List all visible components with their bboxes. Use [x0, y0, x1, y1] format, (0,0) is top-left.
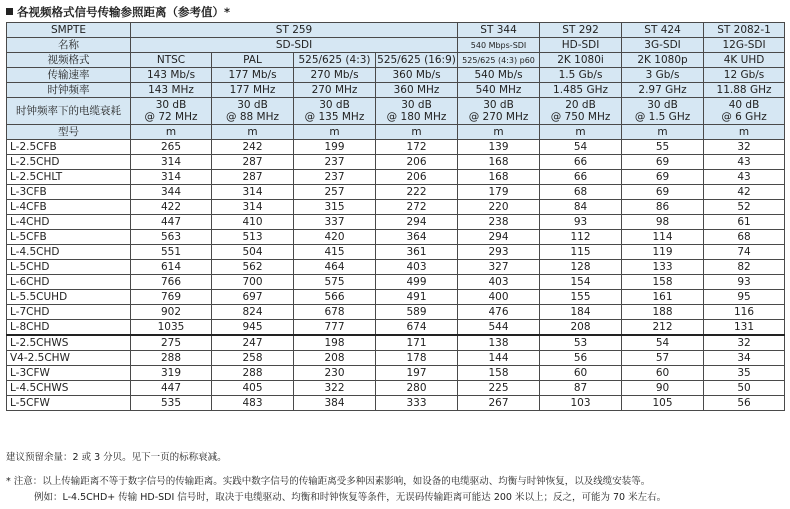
model-cell: L-5CFB: [7, 230, 131, 245]
distance-cell: 237: [294, 170, 376, 185]
distance-cell: 551: [131, 245, 212, 260]
distance-cell: 288: [212, 366, 294, 381]
atten-db: 20 dB: [565, 99, 596, 111]
format-cell: NTSC: [131, 53, 212, 68]
atten-freq: @ 180 MHz: [386, 111, 447, 123]
distance-cell: 105: [622, 396, 704, 411]
distance-cell: 208: [540, 320, 622, 336]
format-cell: PAL: [212, 53, 294, 68]
model-cell: L-7CHD: [7, 305, 131, 320]
distance-cell: 184: [540, 305, 622, 320]
clock-label: 时钟频率: [7, 83, 131, 98]
distance-cell: 82: [704, 260, 785, 275]
distance-cell: 93: [540, 215, 622, 230]
distance-cell: 275: [131, 335, 212, 351]
distance-cell: 589: [376, 305, 458, 320]
distance-cell: 93: [704, 275, 785, 290]
distance-cell: 50: [704, 381, 785, 396]
atten-cell: [704, 98, 785, 125]
unit-cell: m: [458, 125, 540, 140]
atten-cell: [131, 98, 212, 125]
distance-cell: 60: [540, 366, 622, 381]
distance-cell: 161: [622, 290, 704, 305]
margin-note: 建议预留余量：2 或 3 分贝。见下一页的标称衰减。: [6, 452, 227, 463]
atten-db: 30 dB: [319, 99, 350, 111]
table-row: [7, 335, 785, 351]
distance-cell: 491: [376, 290, 458, 305]
distance-cell: 403: [458, 275, 540, 290]
table-row: [7, 275, 785, 290]
distance-cell: 280: [376, 381, 458, 396]
distance-cell: 220: [458, 200, 540, 215]
distance-cell: 513: [212, 230, 294, 245]
smpte-st424: ST 424: [622, 23, 704, 38]
distance-cell: 544: [458, 320, 540, 336]
distance-cell: 139: [458, 140, 540, 155]
clock-cell: 270 MHz: [294, 83, 376, 98]
distance-cell: 333: [376, 396, 458, 411]
atten-freq: @ 6 GHz: [721, 111, 767, 123]
model-cell: L-5.5CUHD: [7, 290, 131, 305]
attenuation-label: 时钟频率下的电缆衰耗: [7, 98, 131, 125]
table-body: [7, 23, 785, 411]
distance-cell: 824: [212, 305, 294, 320]
distance-cell: 678: [294, 305, 376, 320]
format-cell: 2K 1080p: [622, 53, 704, 68]
distance-cell: 575: [294, 275, 376, 290]
distance-cell: 405: [212, 381, 294, 396]
distance-cell: 87: [540, 381, 622, 396]
distance-cell: 287: [212, 170, 294, 185]
distance-cell: 131: [704, 320, 785, 336]
distance-cell: 158: [622, 275, 704, 290]
format-row: [7, 53, 785, 68]
distance-cell: 384: [294, 396, 376, 411]
clock-cell: 540 MHz: [458, 83, 540, 98]
clock-cell: 177 MHz: [212, 83, 294, 98]
distance-cell: 222: [376, 185, 458, 200]
distance-cell: 199: [294, 140, 376, 155]
table-row: [7, 170, 785, 185]
table-row: [7, 260, 785, 275]
distance-cell: 902: [131, 305, 212, 320]
model-cell: L-4CHD: [7, 215, 131, 230]
distance-cell: 90: [622, 381, 704, 396]
distance-cell: 66: [540, 155, 622, 170]
smpte-label: SMPTE: [7, 23, 131, 38]
distance-cell: 415: [294, 245, 376, 260]
distance-cell: 206: [376, 155, 458, 170]
model-cell: L-5CFW: [7, 396, 131, 411]
atten-freq: @ 750 MHz: [550, 111, 611, 123]
distance-cell: 563: [131, 230, 212, 245]
unit-cell: m: [622, 125, 704, 140]
distance-cell: 55: [622, 140, 704, 155]
table-row: [7, 155, 785, 170]
rate-cell: 3 Gb/s: [622, 68, 704, 83]
model-cell: L-8CHD: [7, 320, 131, 336]
distance-cell: 54: [540, 140, 622, 155]
distance-cell: 42: [704, 185, 785, 200]
distance-cell: 172: [376, 140, 458, 155]
distance-cell: 447: [131, 381, 212, 396]
model-cell: L-3CFW: [7, 366, 131, 381]
atten-db: 30 dB: [237, 99, 268, 111]
distance-cell: 769: [131, 290, 212, 305]
distance-cell: 293: [458, 245, 540, 260]
distance-cell: 420: [294, 230, 376, 245]
distance-cell: 267: [458, 396, 540, 411]
distance-cell: 447: [131, 215, 212, 230]
format-cell: 525/625 (16:9): [377, 53, 456, 66]
distance-cell: 327: [458, 260, 540, 275]
model-cell: L-2.5CHWS: [7, 335, 131, 351]
distance-cell: 69: [622, 170, 704, 185]
model-cell: L-2.5CHLT: [7, 170, 131, 185]
distance-cell: 34: [704, 351, 785, 366]
distance-cell: 700: [212, 275, 294, 290]
unit-cell: m: [131, 125, 212, 140]
rate-cell: 1.5 Gb/s: [540, 68, 622, 83]
distance-cell: 54: [622, 335, 704, 351]
distance-cell: 68: [704, 230, 785, 245]
name-hd-sdi: HD-SDI: [540, 38, 622, 53]
name-row: [7, 38, 785, 53]
bullet-square-icon: [6, 8, 13, 15]
table-row: [7, 366, 785, 381]
distance-cell: 314: [131, 155, 212, 170]
distance-cell: 247: [212, 335, 294, 351]
unit-cell: m: [212, 125, 294, 140]
distance-cell: 476: [458, 305, 540, 320]
atten-freq: @ 1.5 GHz: [634, 111, 691, 123]
distance-cell: 133: [622, 260, 704, 275]
clock-row: [7, 83, 785, 98]
distance-cell: 53: [540, 335, 622, 351]
distance-cell: 294: [458, 230, 540, 245]
distance-cell: 112: [540, 230, 622, 245]
atten-freq: @ 135 MHz: [304, 111, 365, 123]
distance-cell: 294: [376, 215, 458, 230]
distance-cell: 238: [458, 215, 540, 230]
attenuation-row: [7, 98, 785, 125]
atten-freq: @ 72 MHz: [144, 111, 198, 123]
distance-cell: 114: [622, 230, 704, 245]
distance-cell: 464: [294, 260, 376, 275]
distance-cell: 504: [212, 245, 294, 260]
distance-cell: 208: [294, 351, 376, 366]
distance-cell: 314: [212, 185, 294, 200]
distance-cell: 535: [131, 396, 212, 411]
rate-cell: 143 Mb/s: [131, 68, 212, 83]
distance-cell: 237: [294, 155, 376, 170]
distance-cell: 66: [540, 170, 622, 185]
distance-cell: 43: [704, 155, 785, 170]
unit-cell: m: [376, 125, 458, 140]
distance-cell: 95: [704, 290, 785, 305]
distance-cell: 32: [704, 140, 785, 155]
model-unit-row: [7, 125, 785, 140]
name-sd-sdi: SD-SDI: [131, 38, 458, 53]
rate-row: [7, 68, 785, 83]
atten-freq: @ 270 MHz: [468, 111, 529, 123]
distance-cell: 288: [131, 351, 212, 366]
name-12g-sdi: 12G-SDI: [704, 38, 785, 53]
distance-cell: 361: [376, 245, 458, 260]
distance-cell: 158: [458, 366, 540, 381]
table-row: [7, 320, 785, 336]
table-row: [7, 140, 785, 155]
model-cell: L-4.5CHWS: [7, 381, 131, 396]
distance-cell: 138: [458, 335, 540, 351]
distance-cell: 57: [622, 351, 704, 366]
distance-cell: 68: [540, 185, 622, 200]
distance-cell: 258: [212, 351, 294, 366]
distance-cell: 206: [376, 170, 458, 185]
distance-table: [6, 22, 785, 411]
distance-cell: 86: [622, 200, 704, 215]
rate-cell: 360 Mb/s: [376, 68, 458, 83]
atten-db: 40 dB: [728, 99, 760, 111]
clock-cell: 1.485 GHz: [540, 83, 622, 98]
distance-cell: 103: [540, 396, 622, 411]
distance-cell: 242: [212, 140, 294, 155]
distance-cell: 410: [212, 215, 294, 230]
distance-cell: 198: [294, 335, 376, 351]
name-label: 名称: [7, 38, 131, 53]
unit-cell: m: [294, 125, 376, 140]
format-cell: 525/625 (4:3) p60: [458, 53, 540, 68]
distance-cell: 144: [458, 351, 540, 366]
format-cell: 2K 1080i: [540, 53, 622, 68]
distance-cell: 403: [376, 260, 458, 275]
table-row: [7, 351, 785, 366]
distance-cell: 168: [458, 170, 540, 185]
atten-cell: [294, 98, 376, 125]
distance-cell: 60: [622, 366, 704, 381]
distance-cell: 483: [212, 396, 294, 411]
distance-cell: 56: [704, 396, 785, 411]
distance-cell: 197: [376, 366, 458, 381]
smpte-st344: ST 344: [458, 23, 540, 38]
distance-cell: 314: [212, 200, 294, 215]
distance-cell: 116: [704, 305, 785, 320]
distance-cell: 315: [294, 200, 376, 215]
distance-cell: 155: [540, 290, 622, 305]
distance-cell: 154: [540, 275, 622, 290]
table-row: [7, 245, 785, 260]
distance-cell: 697: [212, 290, 294, 305]
distance-cell: 265: [131, 140, 212, 155]
rate-cell: 540 Mb/s: [458, 68, 540, 83]
atten-cell: [376, 98, 458, 125]
name-3g-sdi: 3G-SDI: [622, 38, 704, 53]
distance-cell: 188: [622, 305, 704, 320]
clock-cell: 360 MHz: [376, 83, 458, 98]
distance-cell: 98: [622, 215, 704, 230]
distance-cell: 74: [704, 245, 785, 260]
rate-cell: 270 Mb/s: [294, 68, 376, 83]
distance-cell: 777: [294, 320, 376, 336]
model-cell: L-5CHD: [7, 260, 131, 275]
example-note: 例如：L-4.5CHD+ 传输 HD-SDI 信号时，取决于电缆驱动、均衡和时钟恢复等条件，无误码传输距离可能达 200 米以上；反之，可能为 70 米左右。: [34, 492, 667, 503]
unit-cell: m: [704, 125, 785, 140]
table-row: [7, 396, 785, 411]
page-title: [6, 4, 230, 20]
distance-cell: 119: [622, 245, 704, 260]
atten-cell: [540, 98, 622, 125]
distance-cell: 43: [704, 170, 785, 185]
model-label: 型号: [7, 125, 131, 140]
unit-cell: m: [540, 125, 622, 140]
distance-cell: 322: [294, 381, 376, 396]
format-cell: 4K UHD: [704, 53, 785, 68]
distance-cell: 84: [540, 200, 622, 215]
table-row: [7, 200, 785, 215]
distance-cell: 69: [622, 185, 704, 200]
distance-cell: 52: [704, 200, 785, 215]
distance-cell: 56: [540, 351, 622, 366]
model-cell: L-4.5CHD: [7, 245, 131, 260]
distance-cell: 69: [622, 155, 704, 170]
atten-freq: @ 88 MHz: [225, 111, 279, 123]
model-cell: L-2.5CHD: [7, 155, 131, 170]
distance-cell: 168: [458, 155, 540, 170]
distance-cell: 128: [540, 260, 622, 275]
distance-cell: 562: [212, 260, 294, 275]
distance-cell: 422: [131, 200, 212, 215]
distance-cell: 179: [458, 185, 540, 200]
distance-cell: 35: [704, 366, 785, 381]
model-cell: L-4CFB: [7, 200, 131, 215]
distance-cell: 337: [294, 215, 376, 230]
distance-cell: 499: [376, 275, 458, 290]
name-540-sdi: 540 Mbps-SDI: [458, 38, 540, 53]
format-label: 视频格式: [7, 53, 131, 68]
table-row: [7, 230, 785, 245]
distance-cell: 364: [376, 230, 458, 245]
distance-cell: 766: [131, 275, 212, 290]
distance-cell: 32: [704, 335, 785, 351]
table-row: [7, 215, 785, 230]
table-row: [7, 290, 785, 305]
atten-cell: [458, 98, 540, 125]
atten-cell: [212, 98, 294, 125]
smpte-st2082: ST 2082-1: [704, 23, 785, 38]
smpte-st259: ST 259: [131, 23, 458, 38]
distance-cell: 614: [131, 260, 212, 275]
atten-db: 30 dB: [401, 99, 432, 111]
distance-cell: 566: [294, 290, 376, 305]
page-title-text: 各视频格式信号传输参照距离（参考值）*: [17, 5, 231, 19]
rate-cell: 12 Gb/s: [704, 68, 785, 83]
distance-cell: 319: [131, 366, 212, 381]
distance-cell: 257: [294, 185, 376, 200]
distance-cell: 115: [540, 245, 622, 260]
caution-note: * 注意：以上传输距离不等于数字信号的传输距离。实践中数字信号的传输距离受多种因素影响，如设备的电缆驱动、均衡与时钟恢复，以及线缆安装等。: [6, 476, 651, 487]
distance-cell: 230: [294, 366, 376, 381]
distance-cell: 344: [131, 185, 212, 200]
atten-db: 30 dB: [155, 99, 187, 111]
model-cell: L-3CFB: [7, 185, 131, 200]
distance-cell: 1035: [131, 320, 212, 336]
rate-label: 传输速率: [7, 68, 131, 83]
distance-cell: 178: [376, 351, 458, 366]
rate-cell: 177 Mb/s: [212, 68, 294, 83]
table-row: [7, 185, 785, 200]
atten-cell: [622, 98, 704, 125]
distance-cell: 945: [212, 320, 294, 336]
distance-cell: 272: [376, 200, 458, 215]
atten-db: 30 dB: [647, 99, 678, 111]
atten-db: 30 dB: [483, 99, 514, 111]
smpte-row: [7, 23, 785, 38]
model-cell: V4-2.5CHW: [7, 351, 131, 366]
table-row: [7, 381, 785, 396]
model-cell: L-6CHD: [7, 275, 131, 290]
distance-cell: 400: [458, 290, 540, 305]
distance-cell: 674: [376, 320, 458, 336]
clock-cell: 143 MHz: [131, 83, 212, 98]
distance-cell: 61: [704, 215, 785, 230]
model-cell: L-2.5CFB: [7, 140, 131, 155]
distance-cell: 287: [212, 155, 294, 170]
distance-cell: 314: [131, 170, 212, 185]
distance-cell: 225: [458, 381, 540, 396]
table-row: [7, 305, 785, 320]
clock-cell: 2.97 GHz: [622, 83, 704, 98]
clock-cell: 11.88 GHz: [704, 83, 785, 98]
distance-cell: 171: [376, 335, 458, 351]
format-cell: 525/625 (4:3): [294, 53, 376, 68]
distance-cell: 212: [622, 320, 704, 336]
smpte-st292: ST 292: [540, 23, 622, 38]
